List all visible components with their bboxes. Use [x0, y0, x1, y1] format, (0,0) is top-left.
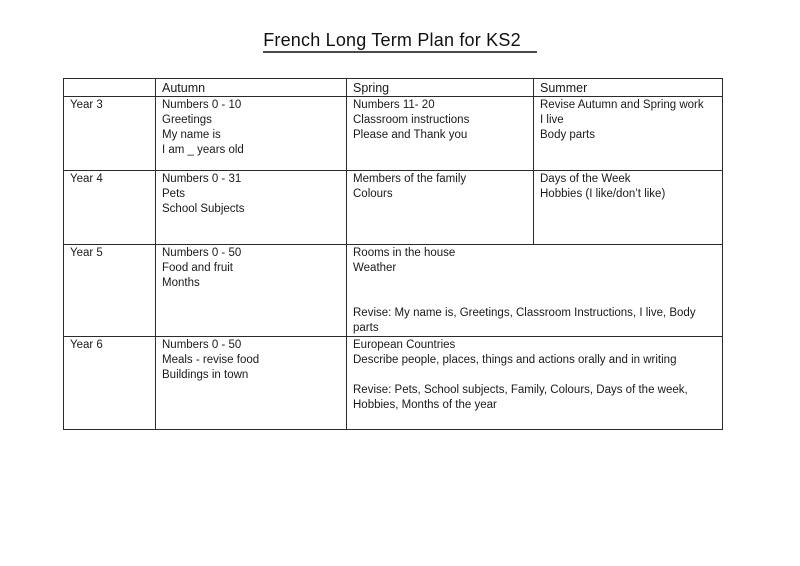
document-page: [0, 30, 800, 566]
year6-spring-summer-cell: European Countries Describe people, places, things and actions orally and in writing Revise: Pets, School subjects, Family, Colours, Days of the week, Hobbies, Months of the year: [347, 337, 723, 430]
table-row-year5: [64, 245, 723, 337]
year6-label: Year 6: [64, 337, 156, 430]
year5-autumn-cell: Numbers 0 - 50 Food and fruit Months: [156, 245, 347, 337]
year4-label: Year 4: [64, 171, 156, 245]
plan-table: [63, 78, 723, 430]
year4-summer-cell: Days of the Week Hobbies (I like/don’t like): [534, 171, 723, 245]
title-container: [0, 30, 800, 53]
year6-autumn-cell: Numbers 0 - 50 Meals - revise food Buildings in town: [156, 337, 347, 430]
year5-label: Year 5: [64, 245, 156, 337]
header-cell-summer: Summer: [534, 79, 723, 97]
header-cell-spring: Spring: [347, 79, 534, 97]
year3-autumn-cell: Numbers 0 - 10 Greetings My name is I am _ years old: [156, 97, 347, 171]
year3-label: Year 3: [64, 97, 156, 171]
year5-spring-summer-cell: Rooms in the house Weather Revise: My name is, Greetings, Classroom Instructions, I live, Body parts: [347, 245, 723, 337]
table-row-year4: [64, 171, 723, 245]
table-row-year6: [64, 337, 723, 430]
header-row: [64, 79, 723, 97]
table-row-year3: [64, 97, 723, 171]
header-cell-autumn: Autumn: [156, 79, 347, 97]
year3-summer-cell: Revise Autumn and Spring work I live Body parts: [534, 97, 723, 171]
page-title: French Long Term Plan for KS2: [263, 30, 537, 53]
header-cell-empty: [64, 79, 156, 97]
year4-spring-cell: Members of the family Colours: [347, 171, 534, 245]
year4-autumn-cell: Numbers 0 - 31 Pets School Subjects: [156, 171, 347, 245]
year3-spring-cell: Numbers 11- 20 Classroom instructions Please and Thank you: [347, 97, 534, 171]
